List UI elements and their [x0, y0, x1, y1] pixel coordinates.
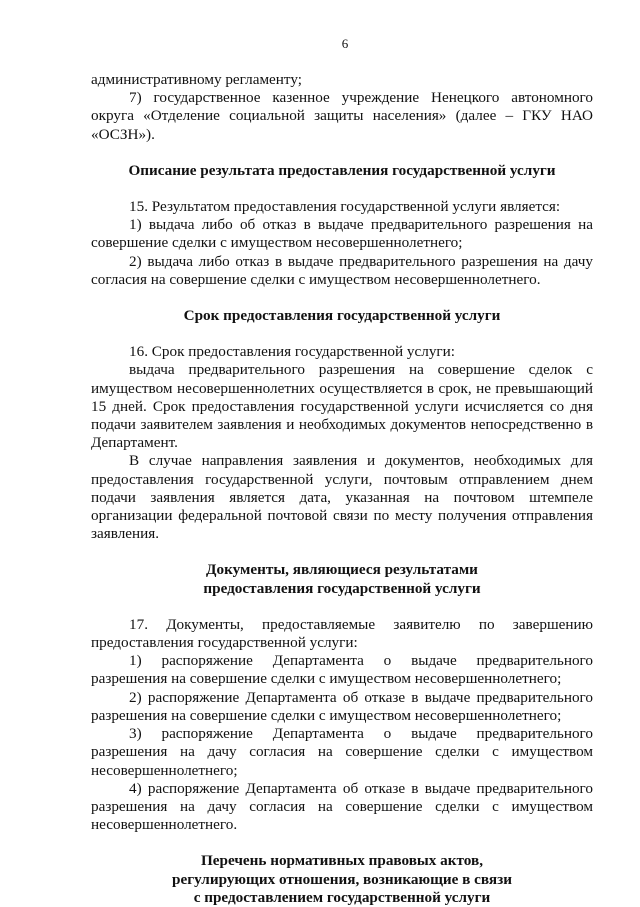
section-heading-term: Срок предоставления государственной услуги: [183, 307, 501, 325]
clause-17-item-1: 1) распоряжение Департамента о выдаче предварительного разрешения на совершение сделки с имуществом несовершеннолетнего;: [91, 652, 593, 688]
clause-17-item-2: 2) распоряжение Департамента об отказе в выдаче предварительного разрешения на совершение сделки с имуществом несовершеннолетнего;: [91, 688, 593, 724]
page-number: 6: [341, 36, 349, 51]
clause-16-para-b: В случае направления заявления и документов, необходимых для предоставления государственной услуги, почтовым отправлением днем подачи заявления является дата, указанная на почтовом штемпеле организации федеральной почтовой связи по месту получения отправления заявления.: [91, 452, 593, 543]
section-heading-documents-line-2: предоставления государственной услуги: [203, 579, 481, 597]
section-heading-legal-acts-line-3: с предоставлением государственной услуги: [193, 888, 491, 906]
clause-15: 15. Результатом предоставления государственной услуги является:: [129, 198, 561, 216]
clause-17-item-3: 3) распоряжение Департамента о выдаче предварительного разрешения на дачу согласия на совершение сделки с имуществом несовершеннолетнего;: [91, 725, 593, 779]
clause-15-item-1: 1) выдача либо об отказ в выдаче предварительного разрешения на совершение сделки с имуществом несовершеннолетнего;: [91, 216, 593, 252]
clause-16-para-a: выдача предварительного разрешения на совершение сделок с имуществом несовершеннолетних осуществляется в срок, не превышающий 15 дней. Срок предоставления государственной услуги исчисляется со дня подачи заявителем заявления и необходимых документов непосредственно в Департамент.: [91, 361, 593, 452]
section-heading-result: Описание результата предоставления государственной услуги: [128, 161, 556, 179]
section-heading-documents-line-1: Документы, являющиеся результатами: [206, 561, 478, 579]
section-heading-documents: [91, 561, 593, 597]
clause-17: 17. Документы, предоставляемые заявителю по завершению предоставления государственной услуги:: [91, 615, 593, 652]
section-heading-legal-acts: [91, 852, 593, 907]
clause-16: 16. Срок предоставления государственной услуги:: [129, 343, 455, 361]
clause-15-item-2: 2) выдача либо отказ в выдаче предварительного разрешения на дачу согласия на совершение сделки с имуществом несовершеннолетнего.: [91, 252, 593, 288]
intro-text: административному регламенту;: [91, 71, 302, 88]
section-heading-legal-acts-line-1: Перечень нормативных правовых актов,: [200, 852, 484, 870]
clause-17-item-4: 4) распоряжение Департамента об отказе в выдаче предварительного разрешения на дачу согласия на совершение сделки с имуществом несовершеннолетнего.: [91, 779, 593, 834]
item-7: 7) государственное казенное учреждение Ненецкого автономного округа «Отделение социальной защиты населения» (далее – ГКУ НАО «ОСЗН»).: [91, 89, 593, 143]
section-heading-legal-acts-line-2: регулирующих отношения, возникающие в связи: [172, 870, 512, 888]
